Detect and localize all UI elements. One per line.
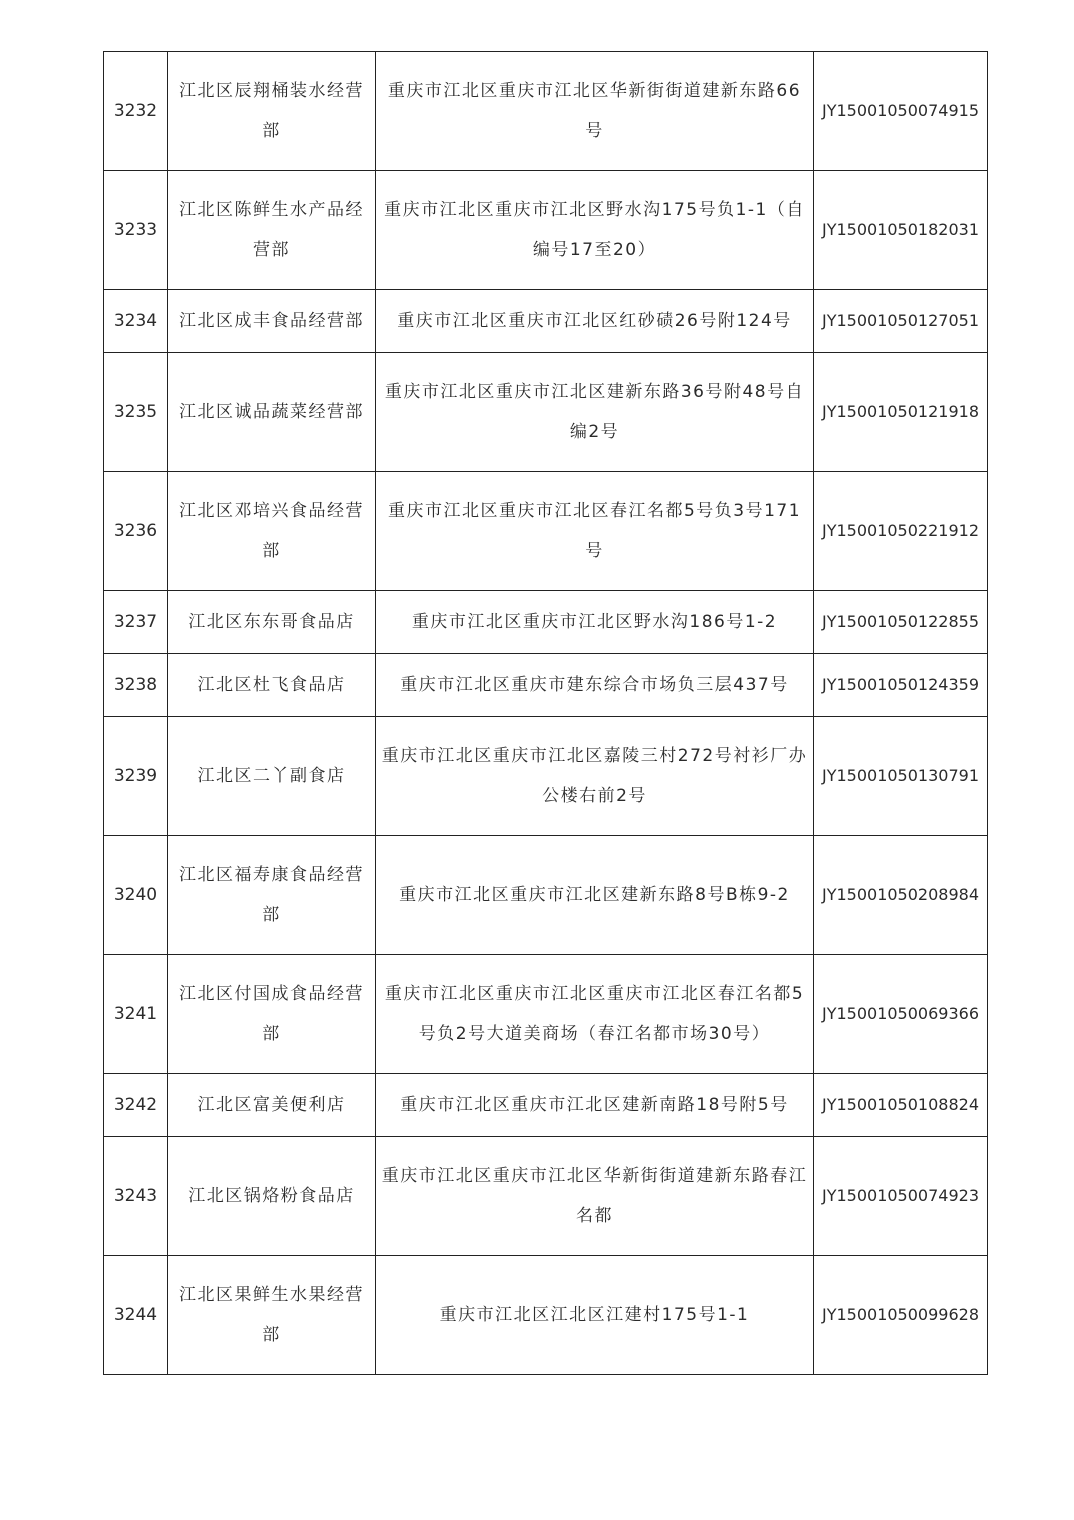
row-number: 3240: [104, 836, 168, 955]
license-number: JY15001050099628: [814, 1256, 988, 1375]
table-row: [104, 171, 988, 290]
row-number: 3237: [104, 591, 168, 654]
business-address: 重庆市江北区重庆市江北区重庆市江北区春江名都5号负2号大道美商场（春江名都市场30号）: [376, 955, 814, 1074]
business-name: 江北区诚品蔬菜经营部: [168, 353, 376, 472]
license-number: JY15001050108824: [814, 1074, 988, 1137]
table-row: [104, 1137, 988, 1256]
table-row: [104, 290, 988, 353]
business-name: 江北区成丰食品经营部: [168, 290, 376, 353]
row-number: 3244: [104, 1256, 168, 1375]
row-number: 3238: [104, 654, 168, 717]
business-name: 江北区杜飞食品店: [168, 654, 376, 717]
business-address: 重庆市江北区重庆市江北区野水沟175号负1-1（自编号17至20）: [376, 171, 814, 290]
row-number: 3233: [104, 171, 168, 290]
business-address: 重庆市江北区重庆市江北区建新东路8号B栋9-2: [376, 836, 814, 955]
table-row: [104, 591, 988, 654]
license-number: JY15001050069366: [814, 955, 988, 1074]
business-address: 重庆市江北区重庆市江北区野水沟186号1-2: [376, 591, 814, 654]
license-number: JY15001050124359: [814, 654, 988, 717]
row-number: 3241: [104, 955, 168, 1074]
business-license-table: [103, 51, 988, 1375]
table-row: [104, 1256, 988, 1375]
license-number: JY15001050127051: [814, 290, 988, 353]
business-name: 江北区邓培兴食品经营部: [168, 472, 376, 591]
business-address: 重庆市江北区重庆市江北区华新街街道建新东路春江名都: [376, 1137, 814, 1256]
license-number: JY15001050122855: [814, 591, 988, 654]
table-row: [104, 353, 988, 472]
business-name: 江北区东东哥食品店: [168, 591, 376, 654]
table-row: [104, 52, 988, 171]
business-address: 重庆市江北区江北区江建村175号1-1: [376, 1256, 814, 1375]
table-row: [104, 955, 988, 1074]
license-number: JY15001050130791: [814, 717, 988, 836]
license-number: JY15001050074915: [814, 52, 988, 171]
business-name: 江北区付国成食品经营部: [168, 955, 376, 1074]
license-number: JY15001050208984: [814, 836, 988, 955]
business-address: 重庆市江北区重庆市江北区建新东路36号附48号自编2号: [376, 353, 814, 472]
business-name: 江北区二丫副食店: [168, 717, 376, 836]
business-name: 江北区陈鲜生水产品经营部: [168, 171, 376, 290]
business-address: 重庆市江北区重庆市江北区华新街街道建新东路66号: [376, 52, 814, 171]
table-row: [104, 654, 988, 717]
business-address: 重庆市江北区重庆市江北区春江名都5号负3号171号: [376, 472, 814, 591]
license-number: JY15001050121918: [814, 353, 988, 472]
row-number: 3243: [104, 1137, 168, 1256]
business-name: 江北区辰翔桶装水经营部: [168, 52, 376, 171]
row-number: 3239: [104, 717, 168, 836]
business-address: 重庆市江北区重庆市江北区红砂碛26号附124号: [376, 290, 814, 353]
license-number: JY15001050221912: [814, 472, 988, 591]
business-address: 重庆市江北区重庆市建东综合市场负三层437号: [376, 654, 814, 717]
business-name: 江北区果鲜生水果经营部: [168, 1256, 376, 1375]
row-number: 3235: [104, 353, 168, 472]
business-name: 江北区锅烙粉食品店: [168, 1137, 376, 1256]
business-name: 江北区富美便利店: [168, 1074, 376, 1137]
row-number: 3236: [104, 472, 168, 591]
business-name: 江北区福寿康食品经营部: [168, 836, 376, 955]
business-address: 重庆市江北区重庆市江北区建新南路18号附5号: [376, 1074, 814, 1137]
row-number: 3234: [104, 290, 168, 353]
table-row: [104, 472, 988, 591]
business-address: 重庆市江北区重庆市江北区嘉陵三村272号衬衫厂办公楼右前2号: [376, 717, 814, 836]
table-row: [104, 836, 988, 955]
row-number: 3242: [104, 1074, 168, 1137]
table-row: [104, 1074, 988, 1137]
table-row: [104, 717, 988, 836]
row-number: 3232: [104, 52, 168, 171]
license-number: JY15001050182031: [814, 171, 988, 290]
license-number: JY15001050074923: [814, 1137, 988, 1256]
